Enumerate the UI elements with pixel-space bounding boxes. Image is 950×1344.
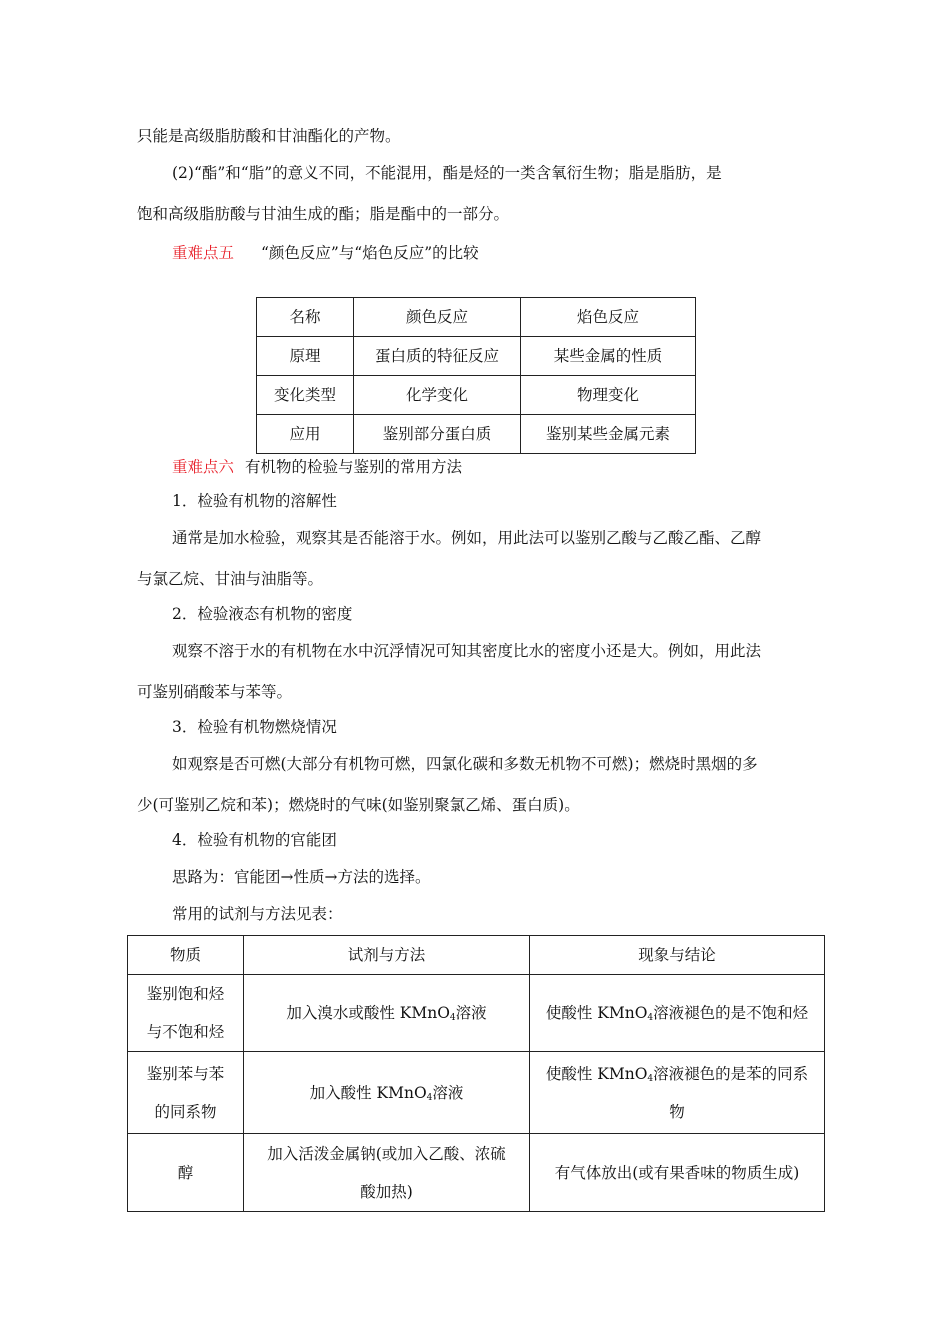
cell-text: 加入溴水或酸性 KMnO — [286, 1004, 450, 1022]
subscript: 4 — [426, 1092, 433, 1103]
table-cell: 应用 — [257, 415, 354, 454]
subheading: 1．检验有机物的溶解性 — [172, 492, 337, 510]
cell-text: 使酸性 KMnO — [545, 1004, 648, 1022]
table-row — [257, 337, 696, 376]
paragraph: 思路为：官能团→性质→方法的选择。 — [172, 868, 431, 886]
subscript: 4 — [647, 1013, 654, 1023]
table-cell: 原理 — [257, 337, 354, 376]
subheading: 2．检验液态有机物的密度 — [172, 605, 353, 623]
paragraph: 观察不溶于水的有机物在水中沉浮情况可知其密度比水的密度小还是大。例如，用此法 — [172, 642, 762, 660]
cell-line: 的同系物 — [154, 1102, 217, 1121]
paragraph: 少(可鉴别乙烷和苯)；燃烧时的气味(如鉴别聚氯乙烯、蛋白质)。 — [137, 796, 580, 814]
section-heading-6 — [172, 457, 462, 477]
cell-line: 物 — [669, 1102, 685, 1121]
paragraph: 常用的试剂与方法见表： — [172, 905, 343, 923]
cell-line: 加入活泼金属钠(或加入乙酸、浓硫 — [267, 1144, 506, 1163]
cell-text: 加入酸性 KMnO — [309, 1083, 427, 1102]
heading-title: 有机物的检验与鉴别的常用方法 — [244, 458, 462, 476]
table-cell: 化学变化 — [354, 376, 521, 415]
paragraph: 与氯乙烷、甘油与油脂等。 — [137, 570, 324, 588]
table-cell: 蛋白质的特征反应 — [354, 337, 521, 376]
table-header-cell: 焰色反应 — [521, 298, 696, 337]
section-heading-5 — [172, 243, 479, 263]
table-header-cell: 现象与结论 — [530, 936, 825, 975]
cell-line: 鉴别饱和烃 — [146, 985, 225, 1003]
paragraph: (2)“酯”和“脂”的意义不同，不能混用，酯是烃的一类含氧衍生物；脂是脂肪，是 — [172, 164, 722, 182]
table-cell — [244, 975, 530, 1052]
table-cell: 鉴别某些金属元素 — [521, 415, 696, 454]
subheading: 4．检验有机物的官能团 — [172, 831, 337, 849]
cell-text: 溶液 — [432, 1083, 464, 1102]
table-row — [257, 415, 696, 454]
cell-text: 溶液 — [455, 1004, 487, 1022]
reagent-table — [127, 935, 825, 1212]
table-row — [257, 376, 696, 415]
table-row — [128, 1134, 825, 1212]
table-row — [128, 1052, 825, 1134]
table-row — [128, 975, 825, 1052]
cell-text: 溶液褪色的是不饱和烃 — [653, 1004, 809, 1022]
paragraph: 如观察是否可燃(大部分有机物可燃，四氯化碳和多数无机物不可燃)；燃烧时黑烟的多 — [172, 755, 758, 773]
subscript: 4 — [449, 1013, 456, 1023]
heading-title: “颜色反应”与“焰色反应”的比较 — [260, 244, 479, 262]
cell-line — [534, 1055, 820, 1093]
table-cell: 醇 — [128, 1134, 244, 1212]
table-cell — [530, 1052, 825, 1134]
paragraph: 只能是高级脂肪酸和甘油酯化的产物。 — [137, 127, 401, 145]
cell-text: 使酸性 KMnO — [545, 1064, 648, 1083]
heading-tag: 重难点五 — [172, 244, 235, 262]
cell-text: 溶液褪色的是苯的同系 — [653, 1064, 809, 1083]
subscript: 4 — [647, 1073, 654, 1084]
heading-tag: 重难点六 — [172, 458, 235, 476]
cell-line: 酸加热) — [360, 1182, 413, 1201]
table-cell — [530, 975, 825, 1052]
table-cell: 物理变化 — [521, 376, 696, 415]
table-cell: 鉴别部分蛋白质 — [354, 415, 521, 454]
table-cell — [128, 1052, 244, 1134]
table-header-cell: 名称 — [257, 298, 354, 337]
table-header-cell: 颜色反应 — [354, 298, 521, 337]
table-cell: 某些金属的性质 — [521, 337, 696, 376]
table-header-row — [257, 298, 696, 337]
cell-line: 与不饱和烃 — [146, 1023, 225, 1041]
table-cell: 变化类型 — [257, 376, 354, 415]
table-cell: 有气体放出(或有果香味的物质生成) — [530, 1134, 825, 1212]
comparison-table — [256, 297, 696, 454]
table-header-row — [128, 936, 825, 975]
table-header-cell: 试剂与方法 — [244, 936, 530, 975]
table-cell — [244, 1134, 530, 1212]
table-cell — [128, 975, 244, 1052]
table-header-cell: 物质 — [128, 936, 244, 975]
paragraph: 可鉴别硝酸苯与苯等。 — [137, 683, 293, 701]
subheading: 3．检验有机物燃烧情况 — [172, 718, 337, 736]
paragraph: 通常是加水检验，观察其是否能溶于水。例如，用此法可以鉴别乙酸与乙酸乙酯、乙醇 — [172, 529, 762, 547]
table-cell — [244, 1052, 530, 1134]
cell-line: 鉴别苯与苯 — [146, 1064, 225, 1083]
paragraph: 饱和高级脂肪酸与甘油生成的酯；脂是酯中的一部分。 — [137, 205, 510, 223]
